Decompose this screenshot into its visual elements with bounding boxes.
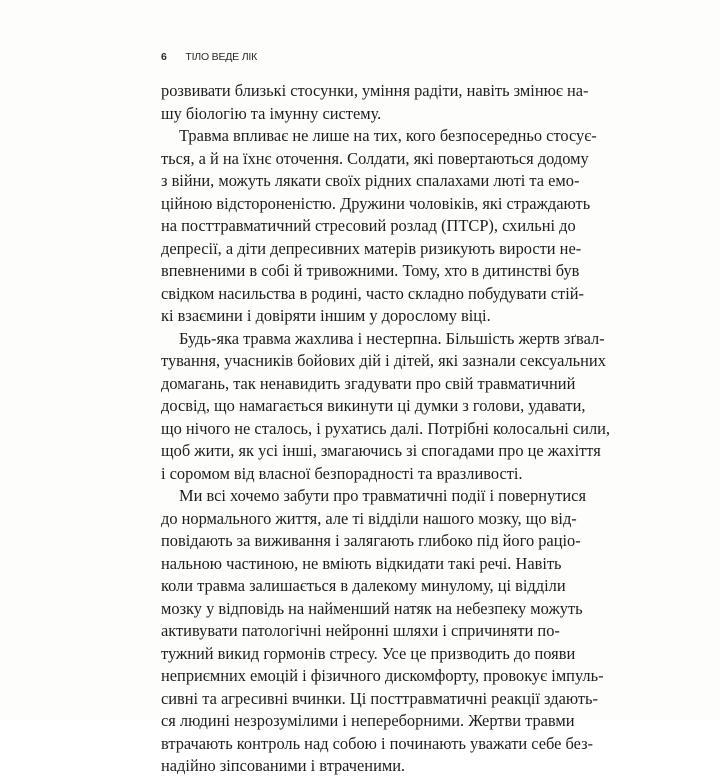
text-line: шу біологію та імунну систему.	[161, 103, 382, 123]
paragraph	[161, 328, 610, 486]
text-line: з війни, можуть лякати своїх рідних спалахами люті та емо-	[161, 171, 580, 190]
text-line: активувати патологічні нейронні шляхи і спричиняти по-	[161, 621, 560, 640]
text-line: коли травма залишається в далекому минулому, ці відділи	[161, 576, 566, 595]
text-line: розвивати близькі стосунки, уміння радіти, навіть змінює на-	[161, 81, 589, 100]
text-line: досвід, що намагається викинути ці думки з голови, удавати,	[161, 396, 586, 415]
text-line: повідають за виживання і залягають глибоко під його раціо-	[161, 531, 581, 550]
body-text	[161, 80, 610, 778]
text-line: кі взаємини і довіряти іншим у дорослому віці.	[161, 306, 491, 325]
text-line: ційною відстороненістю. Дружини чоловіків, які страждають	[161, 193, 591, 213]
text-line: ся людині незрозумілими і непереборними. Жертви травми	[161, 711, 575, 730]
text-line: депресії, а діти депресивних матерів ризикують вирости не-	[161, 238, 582, 258]
text-line: домагань, так ненавидить згадувати про свій травматичний	[161, 373, 576, 393]
text-line: сивні та агресивні вчинки. Ці посттравматичні реакції здають-	[161, 688, 598, 708]
text-line: що нічого не сталось, і рухатись далі. Потрібні колосальні сили,	[161, 418, 610, 438]
text-line: нальною частиною, не вміють відкидати такі речі. Навіть	[161, 553, 562, 573]
text-line: свідком насильства в родині, часто складно побудувати стій-	[161, 283, 584, 303]
text-line: Травма впливає не лише на тих, кого безпосередньо стосує-	[179, 126, 597, 145]
paragraph	[161, 485, 604, 778]
text-line: втрачають контроль над собою і починають уважати себе без-	[161, 733, 594, 753]
text-line: мозку у відповідь на найменший натяк на небезпеку можуть	[161, 598, 583, 618]
page-number: 6	[161, 51, 167, 63]
running-title: ТІЛО ВЕДЕ ЛІК	[185, 51, 258, 63]
text-line: надійно зіпсованими і втраченими.	[161, 756, 406, 775]
text-line: Ми всі хочемо забути про травматичні події і повернутися	[179, 486, 586, 505]
text-line: Будь-яка травма жахлива і нестерпна. Більшість жертв зґвал-	[179, 328, 605, 348]
text-line: тужний викид гормонів стресу. Усе це призводить до появи	[161, 643, 576, 663]
text-line: неприємних емоцій і фізичного дискомфорту, провокує імпуль-	[161, 666, 604, 685]
text-line: тування, учасників бойових дій і дітей, які зазнали сексуальних	[161, 351, 606, 370]
running-head	[161, 51, 257, 63]
text-line: ться, а й на їхнє оточення. Солдати, які повертаються додому	[161, 148, 589, 168]
text-line: на посттравматичний стресовий розлад (ПТСР), схильні до	[161, 216, 576, 235]
paragraph	[161, 80, 589, 125]
paragraph	[161, 125, 597, 328]
text-line: до нормального життя, але ті відділи нашого мозку, що від-	[161, 508, 577, 528]
text-line: щоб жити, як усі інші, змагаючись зі спогадами про це жахіття	[161, 441, 601, 460]
text-line: і соромом від власної безпорадності та вразливості.	[161, 463, 523, 483]
text-line: впевненими в собі й тривожними. Тому, хто в дитинстві був	[161, 261, 580, 280]
